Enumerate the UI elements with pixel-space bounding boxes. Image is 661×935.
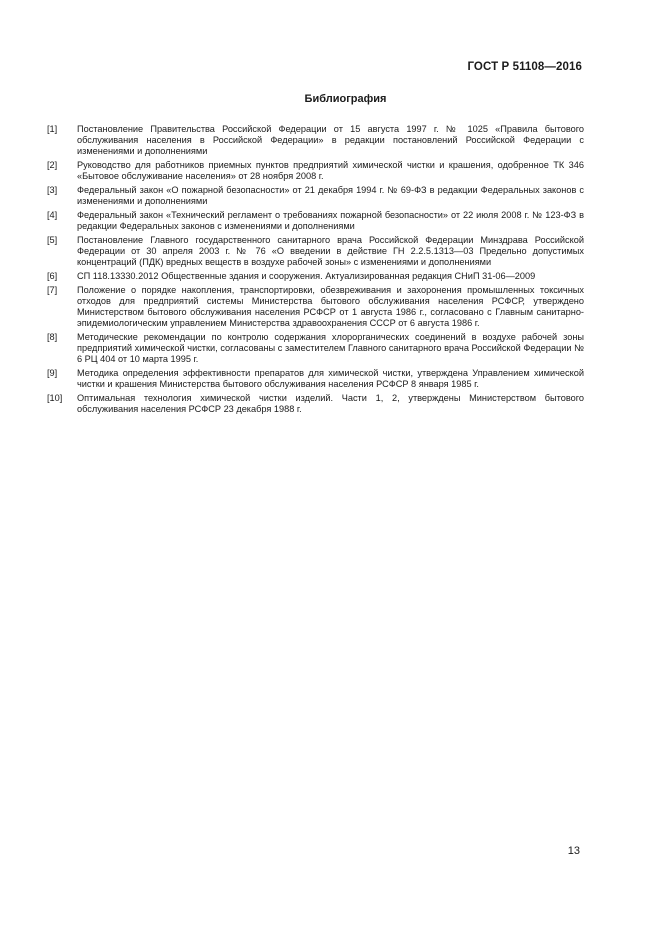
bibliography-entry-text: Положение о порядке накопления, транспортировки, обезвреживания и захоронения промышленных токсичных отходов для предприятий системы Министерства бытового обслуживания населения РСФСР, утверждено Министерством бытового обслуживания населения РСФСР от 1 августа 1986 г., согласовано с Главным санитарно-эпидемиологическим управлением Министерства здравоохранения СССР от 6 августа 1986 г.: [77, 284, 584, 329]
bibliography-entry-text: Методика определения эффективности препаратов для химической чистки, утверждена Управлением химической чистки и крашения Министерства бытового обслуживания населения РСФСР 8 января 1985 г.: [77, 368, 584, 390]
bibliography-entry-number: [10]: [47, 392, 63, 403]
bibliography-entry-text: Федеральный закон «Технический регламент о требованиях пожарной безопасности» от 22 июля 2008 г. № 123-ФЗ в редакции Федеральных законов с изменениями и дополнениями: [77, 209, 584, 232]
page-number: 13: [567, 845, 580, 857]
bibliography-entry-text: Федеральный закон «О пожарной безопасности» от 21 декабря 1994 г. № 69-ФЗ в редакции Федеральных законов с изменениями и дополнениями: [77, 185, 584, 207]
bibliography-entry-text: Оптимальная технология химической чистки изделий. Части 1, 2, утверждены Министерством бытового обслуживания населения РСФСР 23 декабря 1988 г.: [77, 392, 584, 415]
bibliography-entry: [47, 368, 584, 390]
bibliography-entry-text: СП 118.13330.2012 Общественные здания и сооружения. Актуализированная редакция СНиП 31-06—2009: [77, 270, 536, 281]
bibliography-entry: [47, 124, 584, 158]
bibliography-entry: [47, 210, 584, 232]
bibliography-entry-number: [9]: [47, 368, 58, 379]
bibliography-entry-number: [2]: [47, 160, 58, 171]
bibliography-entry: [47, 285, 584, 330]
section-title-bibliography: Библиография: [304, 93, 387, 105]
bibliography-entry: [47, 393, 584, 415]
bibliography-entry-number: [4]: [47, 209, 58, 220]
bibliography-entry-number: [8]: [47, 331, 58, 342]
bibliography-entry-number: [7]: [47, 284, 58, 295]
bibliography-entry-number: [3]: [47, 185, 58, 196]
bibliography-entry-number: [6]: [47, 270, 58, 281]
bibliography-entry: [47, 185, 584, 207]
bibliography-entry-number: [1]: [47, 124, 58, 134]
bibliography-entry-text: Постановление Главного государственного санитарного врача Российской Федерации Минздрава Российской Федерации от 30 апреля 2003 г. № 76 «О введении в действие ГН 2.2.5.1313—03 Предельно допустимых концентраций (ПДК) вредных веществ в воздухе рабочей зоны» с изменениями и дополнениями: [77, 234, 584, 268]
bibliography-entry-text: Методические рекомендации по контролю содержания хлорорганических соединений в воздухе рабочей зоны предприятий химической чистки, согласованы с заместителем Главного санитарного врача Российской Федерации № 6 РЦ 404 от 10 марта 1995 г.: [77, 331, 584, 365]
bibliography-entry-text: Постановление Правительства Российской Федерации от 15 августа 1997 г. № 1025 «Правила бытового обслуживания населения в Российской Федерации» в редакции постановлений Российской Федерации с изменениями и дополнениями: [77, 124, 584, 157]
bibliography-entry-text: Руководство для работников приемных пунктов предприятий химической чистки и крашения, одобренное ТК 346 «Бытовое обслуживание населения» от 28 ноября 2008 г.: [77, 160, 584, 182]
document-standard-code: ГОСТ Р 51108—2016: [467, 61, 582, 73]
bibliography-list: [47, 124, 584, 418]
bibliography-entry: [47, 235, 584, 269]
bibliography-entry: [47, 332, 584, 366]
bibliography-entry: [47, 271, 584, 282]
bibliography-entry-number: [5]: [47, 234, 58, 245]
bibliography-entry: [47, 160, 584, 182]
